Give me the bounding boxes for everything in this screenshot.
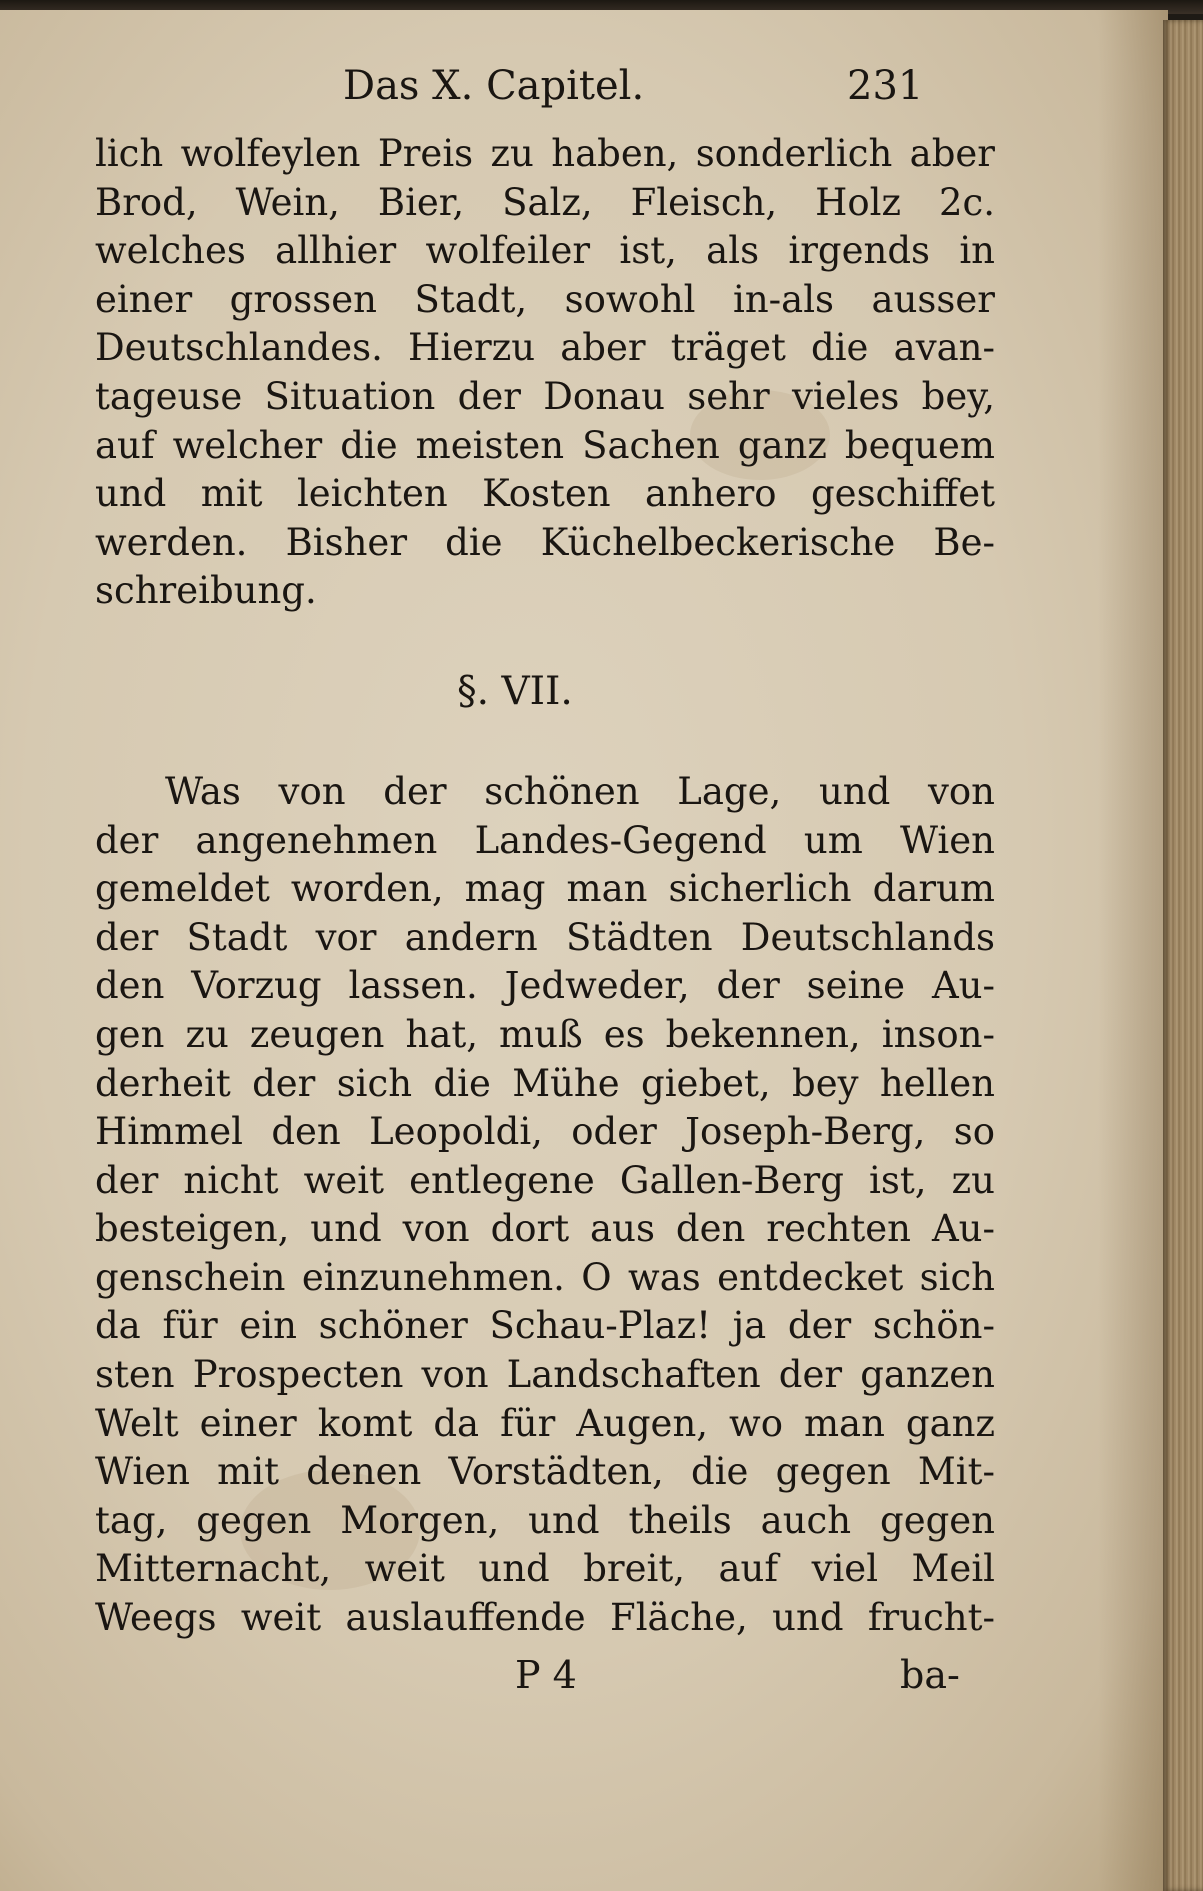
text-line: Was von der schönen Lage, und von (165, 769, 995, 813)
text-line: Mitternacht, weit und breit, auf viel Meil (95, 1547, 995, 1591)
text-line: tageuse Situation der Donau sehr vieles bey, (95, 374, 995, 418)
text-line: da für ein schöner Schau-Plaz! ja der schön- (95, 1304, 995, 1348)
text-line: werden. Bisher die Küchelbeckerische Be- (95, 520, 995, 564)
text-line: lich wolfeylen Preis zu haben, sonderlich aber (95, 132, 995, 175)
text-line: der nicht weit entlegene Gallen-Berg ist, zu (95, 1158, 995, 1202)
text-line: einer grossen Stadt, sowohl in-als ausser (95, 277, 995, 321)
page-edges (1163, 20, 1203, 1891)
text-line: auf welcher die meisten Sachen ganz bequem (95, 423, 995, 467)
text-line: schreibung. (95, 569, 317, 613)
signature-mark: P 4 (515, 1652, 577, 1697)
text-line: Welt einer komt da für Augen, wo man ganz (95, 1401, 995, 1445)
text-line: Brod, Wein, Bier, Salz, Fleisch, Holz 2c. (95, 180, 995, 224)
text-line: Wien mit denen Vorstädten, die gegen Mit- (95, 1450, 995, 1494)
text-line: Deutschlandes. Hierzu aber träget die avan- (95, 326, 995, 370)
catchword: ba- (900, 1652, 960, 1697)
text-line: sten Prospecten von Landschaften der ganzen (95, 1353, 995, 1397)
page-footer (95, 1651, 995, 1699)
page-number: 231 (847, 63, 924, 109)
page-text (95, 60, 995, 1699)
text-line: besteigen, und von dort aus den rechten Au- (95, 1207, 995, 1251)
text-line: den Vorzug lassen. Jedweder, der seine Au- (95, 964, 995, 1008)
chapter-title: Das X. Capitel. (343, 63, 645, 109)
text-line: und mit leichten Kosten anhero geschiffet (95, 472, 995, 516)
text-line: der Stadt vor andern Städten Deutschlands (95, 915, 995, 959)
section-heading: §. VII. (457, 668, 573, 714)
text-line: genschein einzunehmen. O was entdecket sich (95, 1255, 995, 1299)
text-line: Weegs weit auslauffende Fläche, und frucht- (95, 1596, 995, 1640)
running-head (95, 60, 995, 112)
text-line: welches allhier wolfeiler ist, als irgends in (95, 229, 995, 273)
text-line: derheit der sich die Mühe giebet, bey hellen (95, 1061, 995, 1105)
text-line: gemeldet worden, mag man sicherlich darum (95, 867, 995, 911)
text-line: Himmel den Leopoldi, oder Joseph-Berg, so (95, 1110, 995, 1154)
gutter-shadow (1098, 10, 1168, 1891)
paragraph-1 (95, 130, 995, 616)
text-line: gen zu zeugen hat, muß es bekennen, inson- (95, 1012, 995, 1056)
paragraph-2 (95, 768, 995, 1643)
text-line: der angenehmen Landes-Gegend um Wien (95, 818, 995, 862)
text-line: tag, gegen Morgen, und theils auch gegen (95, 1498, 995, 1542)
